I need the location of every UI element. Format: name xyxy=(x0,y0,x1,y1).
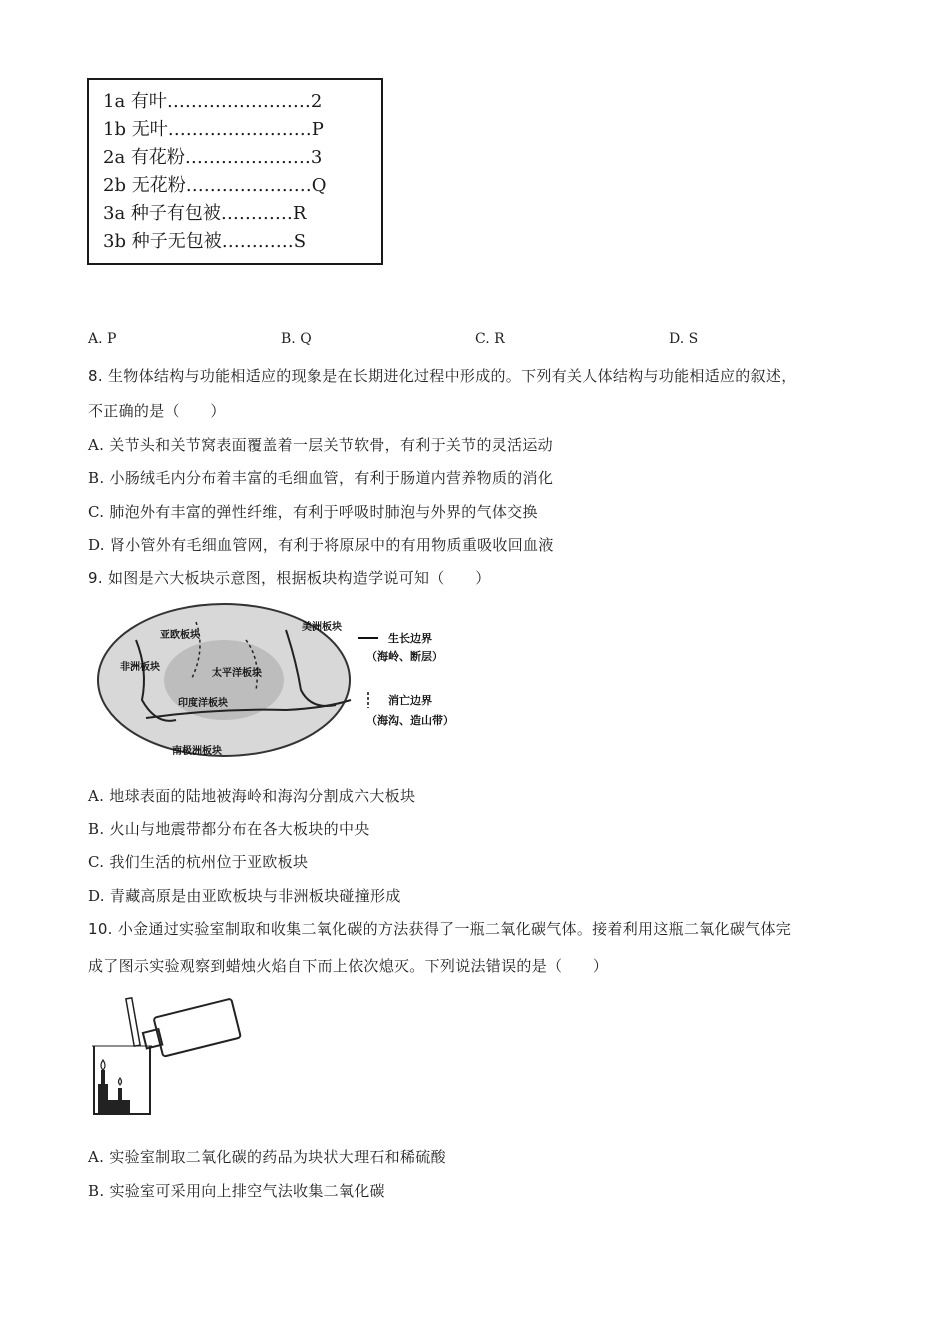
q9-stem xyxy=(88,567,491,588)
q9-option-a: A. 地球表面的陆地被海岭和海沟分割成六大板块 xyxy=(88,787,416,805)
legend-growth-note: （海岭、断层） xyxy=(366,650,443,663)
plate-label: 美洲板块 xyxy=(302,622,342,633)
q10-stem xyxy=(88,918,791,939)
key-line: 3b 种子无包被…………S xyxy=(103,231,307,252)
legend-subduction: 消亡边界 xyxy=(388,694,432,707)
plate-label: 南极洲板块 xyxy=(172,746,222,757)
key-line: 2a 有花粉…………………3 xyxy=(103,147,323,168)
plate-label: 亚欧板块 xyxy=(160,630,200,641)
question-number: 8. xyxy=(88,367,103,385)
q10-stem-line1: 小金通过实验室制取和收集二氧化碳的方法获得了一瓶二氧化碳气体。接着利用这瓶二氧化碳气体完 xyxy=(117,920,792,938)
legend-growth: 生长边界 xyxy=(388,632,432,645)
candle-lower xyxy=(118,1088,122,1100)
q9-stem-text: 如图是六大板块示意图，根据板块构造学说可知（ ） xyxy=(108,569,491,587)
q8-option-a: A. 关节头和关节窝表面覆盖着一层关节软骨，有利于关节的灵活运动 xyxy=(88,436,553,454)
q10-stem-line2: 成了图示实验观察到蜡烛火焰自下而上依次熄灭。下列说法错误的是（ ） xyxy=(88,957,609,975)
flame-icon xyxy=(101,1060,105,1070)
q7-option-d: D. S xyxy=(669,331,699,347)
stair-step xyxy=(98,1084,108,1114)
q10-option-a: A. 实验室制取二氧化碳的药品为块状大理石和稀硫酸 xyxy=(88,1148,446,1166)
q9-option-c: C. 我们生活的杭州位于亚欧板块 xyxy=(88,853,309,871)
key-line: 3a 种子有包被…………R xyxy=(103,203,307,224)
q8-option-b: B. 小肠绒毛内分布着丰富的毛细血管，有利于肠道内营养物质的消化 xyxy=(88,469,554,487)
q8-stem-line1: 生物体结构与功能相适应的现象是在长期进化过程中形成的。下列有关人体结构与功能相适应的叙述， xyxy=(108,367,797,385)
q7-option-c: C. R xyxy=(475,331,505,347)
key-line: 1b 无叶……………………P xyxy=(103,119,324,140)
candle-upper xyxy=(101,1070,105,1084)
q7-option-a: A. P xyxy=(88,331,117,347)
q9-option-d: D. 青藏高原是由亚欧板块与非洲板块碰撞形成 xyxy=(88,887,401,905)
q10-option-b: B. 实验室可采用向上排空气法收集二氧化碳 xyxy=(88,1182,385,1200)
plate-label: 太平洋板块 xyxy=(212,668,262,679)
glass-plate xyxy=(126,998,140,1046)
q8-option-c: C. 肺泡外有丰富的弹性纤维，有利于呼吸时肺泡与外界的气体交换 xyxy=(88,503,538,521)
flame-icon xyxy=(119,1078,122,1085)
q8-stem xyxy=(88,365,797,386)
question-number: 10. xyxy=(88,920,113,938)
question-number: 9. xyxy=(88,569,103,587)
stair-step xyxy=(108,1100,130,1114)
key-line: 2b 无花粉…………………Q xyxy=(103,175,327,196)
plate-label: 非洲板块 xyxy=(120,662,160,673)
key-line: 1a 有叶……………………2 xyxy=(103,91,323,112)
q8-stem-line2: 不正确的是（ ） xyxy=(88,402,226,420)
gas-bottle xyxy=(140,999,241,1061)
q8-option-d: D. 肾小管外有毛细血管网，有利于将原尿中的有用物质重吸收回血液 xyxy=(88,536,554,554)
candle-experiment-figure xyxy=(88,992,243,1117)
plate-label: 印度洋板块 xyxy=(178,698,228,709)
tectonic-plates-map xyxy=(96,600,476,760)
q9-option-b: B. 火山与地震带都分布在各大板块的中央 xyxy=(88,820,370,838)
legend-subduction-note: （海沟、造山带） xyxy=(366,714,454,727)
q7-option-b: B. Q xyxy=(281,331,312,347)
dichotomous-key-box xyxy=(87,78,383,265)
